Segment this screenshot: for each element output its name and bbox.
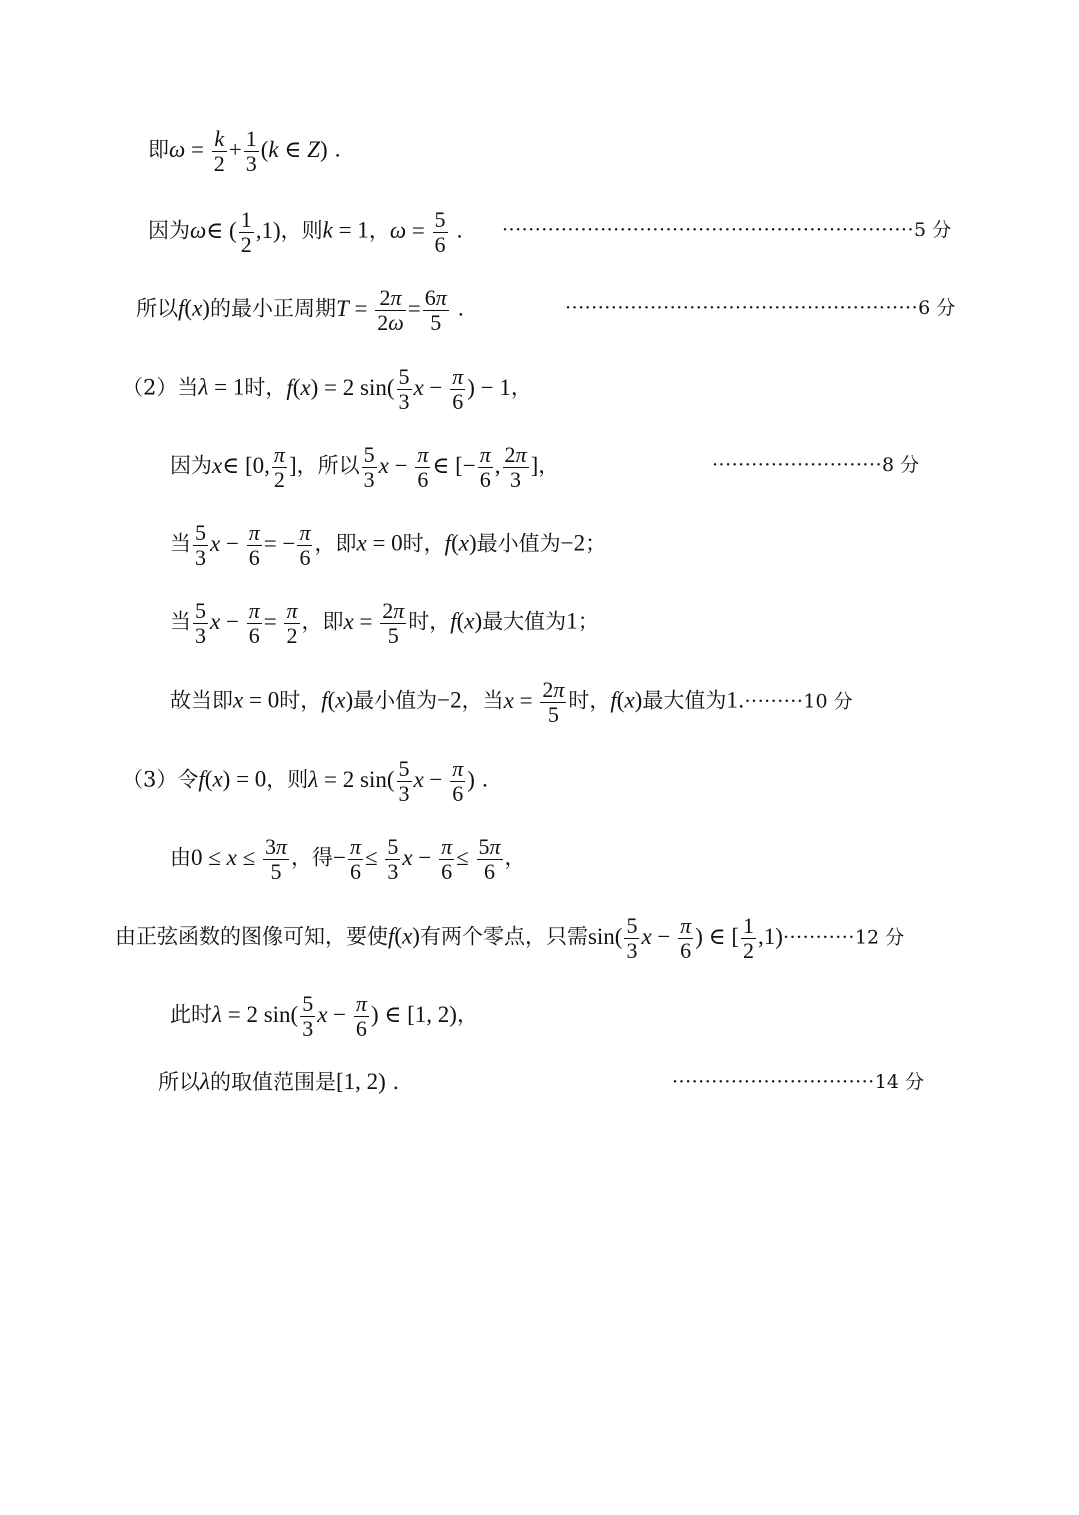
text-mid: ，当	[461, 688, 504, 713]
text-end: ；	[577, 609, 599, 634]
score-label: 6 分	[918, 297, 956, 319]
part3-lambda	[170, 992, 478, 1041]
dot-leader: ···········	[782, 926, 855, 949]
math-expression: $\frac{5}{3}$ x − $\frac{\pi}{6}$ = $\frac{\pi}{2}$	[195, 598, 298, 648]
dot-leader: ·······························································	[502, 219, 914, 241]
math-expression: x = 0	[233, 687, 280, 713]
part2-min	[170, 521, 606, 570]
part3-zero	[122, 757, 488, 806]
math-expression: ω = $\frac{5}{6}$	[389, 207, 446, 257]
text-prefix: 所以	[136, 296, 178, 321]
text-prefix: 所以	[158, 1070, 200, 1094]
dot-leader: ·········	[744, 690, 804, 713]
math-expression: f(x)	[444, 530, 477, 556]
part2-range	[170, 443, 559, 492]
text-end: .	[456, 218, 463, 243]
math-expression: λ = 1	[198, 374, 245, 400]
text-end: .	[392, 1070, 400, 1094]
text-prefix: 由正弦函数的图像可知，要使	[115, 924, 388, 949]
text-end: .	[481, 767, 489, 792]
part2-conclusion	[170, 678, 853, 727]
score-14	[672, 1073, 924, 1092]
text-mid: 最小值为	[353, 688, 438, 713]
math-expression: f(x)	[388, 923, 420, 949]
math-expression: 0 ≤ x ≤ $\frac{3\pi}{5}$	[191, 834, 287, 884]
dot-leader: ··························	[712, 454, 883, 476]
math-expression: T = $\frac{2\pi}{2\omega}$ = $\frac{6\pi}{5}$	[335, 285, 447, 335]
text-end: .	[457, 296, 465, 321]
text-end: ，	[504, 845, 526, 870]
text-end: .	[334, 137, 341, 162]
score-8	[712, 456, 919, 475]
text-mid: ，即	[301, 609, 344, 634]
score-12: 12 分	[854, 926, 905, 949]
text-mid: 时，	[408, 609, 451, 634]
text-prefix: （3）令	[122, 767, 199, 792]
math-expression: sin( $\frac{5}{3}$ x − $\frac{\pi}{6}$ ) ∈ [ $\frac{1}{2}$ ,1)	[587, 913, 783, 963]
text-mid: ，	[368, 218, 390, 243]
score-label: 14 分	[874, 1071, 924, 1093]
part3-range	[170, 835, 526, 884]
math-expression: −2	[560, 530, 586, 556]
part2-function	[122, 365, 532, 414]
text-mid: 时，	[402, 531, 445, 556]
text-prefix: 当	[170, 609, 191, 634]
step-omega-value	[148, 208, 463, 257]
part3-condition	[115, 914, 904, 963]
text-mid: 时，	[279, 688, 322, 713]
math-expression: f(x)	[321, 687, 354, 713]
part2-max	[170, 599, 599, 648]
math-expression: k = 1	[322, 217, 369, 243]
math-expression: − $\frac{\pi}{6}$ ≤ $\frac{5}{3}$ x − $\frac{\pi}{6}$ ≤ $\frac{5\pi}{6}$	[333, 834, 501, 884]
math-expression: [1, 2)	[335, 1069, 386, 1094]
math-expression: λ = 2 sin( $\frac{5}{3}$ x − $\frac{\pi}{6}$ )	[308, 756, 475, 806]
dot-leader: ·······························	[672, 1071, 875, 1093]
final-answer	[158, 1070, 399, 1093]
text-mid: 有两个零点，只需	[419, 924, 588, 949]
math-expression: f(x) = 0	[198, 766, 267, 792]
math-expression: λ	[200, 1069, 210, 1094]
text-mid: 时，	[244, 375, 287, 400]
math-expression: x∈ [0, $\frac{\pi}{2}$ ]	[212, 442, 297, 492]
text-prefix: 当	[170, 531, 191, 556]
text-mid: ，即	[314, 531, 357, 556]
math-expression: f(x)	[450, 608, 483, 634]
text-prefix: 故当即	[170, 688, 233, 713]
dot-leader: ······················································	[565, 297, 919, 319]
text-end: ，	[538, 453, 560, 478]
math-expression: x = 0	[356, 530, 403, 556]
text-prefix: 由	[170, 845, 191, 870]
text-mid: 的最小正周期	[209, 296, 336, 321]
score-label: 8 分	[882, 454, 920, 476]
text-end: ，	[456, 1002, 478, 1027]
score-5	[502, 221, 951, 240]
text-mid: 最小值为	[476, 531, 561, 556]
math-expression: 1	[566, 608, 578, 634]
text-mid: 时，	[568, 688, 611, 713]
math-expression: f(x) = 2 sin( $\frac{5}{3}$ x − $\frac{\pi}{6}$ ) − 1	[286, 364, 511, 414]
text-mid: ，得	[291, 845, 333, 870]
score-label: 5 分	[914, 219, 952, 241]
text-prefix: 因为	[170, 453, 212, 478]
math-expression: $\frac{5}{3}$ x − $\frac{\pi}{6}$ = − $\frac{\pi}{6}$	[195, 520, 311, 570]
step-period	[136, 286, 464, 335]
math-expression: x = $\frac{2\pi}{5}$	[503, 677, 565, 727]
math-expression: $\frac{5}{3}$ x − $\frac{\pi}{6}$ ∈ [− $\frac{\pi}{6}$ , $\frac{2\pi}{3}$ ]	[363, 442, 539, 492]
text-mid: ，所以	[296, 453, 360, 478]
math-expression: ω∈ ( $\frac{1}{2}$ ,1)	[190, 207, 281, 257]
math-expression: ω = $\frac{k}{2}$ + $\frac{1}{3}$ (k ∈ Z)	[169, 126, 328, 176]
text-prefix: （2）当	[122, 375, 199, 400]
text-prefix: 即	[148, 137, 169, 162]
score-10: 10 分	[803, 690, 853, 713]
text-prefix: 因为	[148, 218, 190, 243]
text-end: .	[737, 688, 745, 713]
text-mid: 最大值为	[642, 688, 727, 713]
text-prefix: 此时	[170, 1002, 212, 1027]
math-expression: λ = 2 sin( $\frac{5}{3}$ x − $\frac{\pi}{6}$ ) ∈ [1, 2)	[212, 991, 457, 1041]
text-end: ，	[510, 375, 532, 400]
text-end: ；	[585, 531, 607, 556]
math-expression: −2	[437, 687, 462, 713]
score-6	[565, 299, 955, 318]
math-expression: f(x)	[610, 687, 643, 713]
math-expression: f(x)	[178, 295, 210, 321]
math-expression: x = $\frac{2\pi}{5}$	[343, 598, 405, 648]
text-mid: 的取值范围是	[209, 1070, 336, 1094]
math-expression: 1	[726, 687, 738, 713]
text-mid: ，则	[280, 218, 323, 243]
step-omega-general	[148, 127, 341, 176]
text-mid: 最大值为	[482, 609, 567, 634]
text-mid: ，则	[266, 767, 309, 792]
